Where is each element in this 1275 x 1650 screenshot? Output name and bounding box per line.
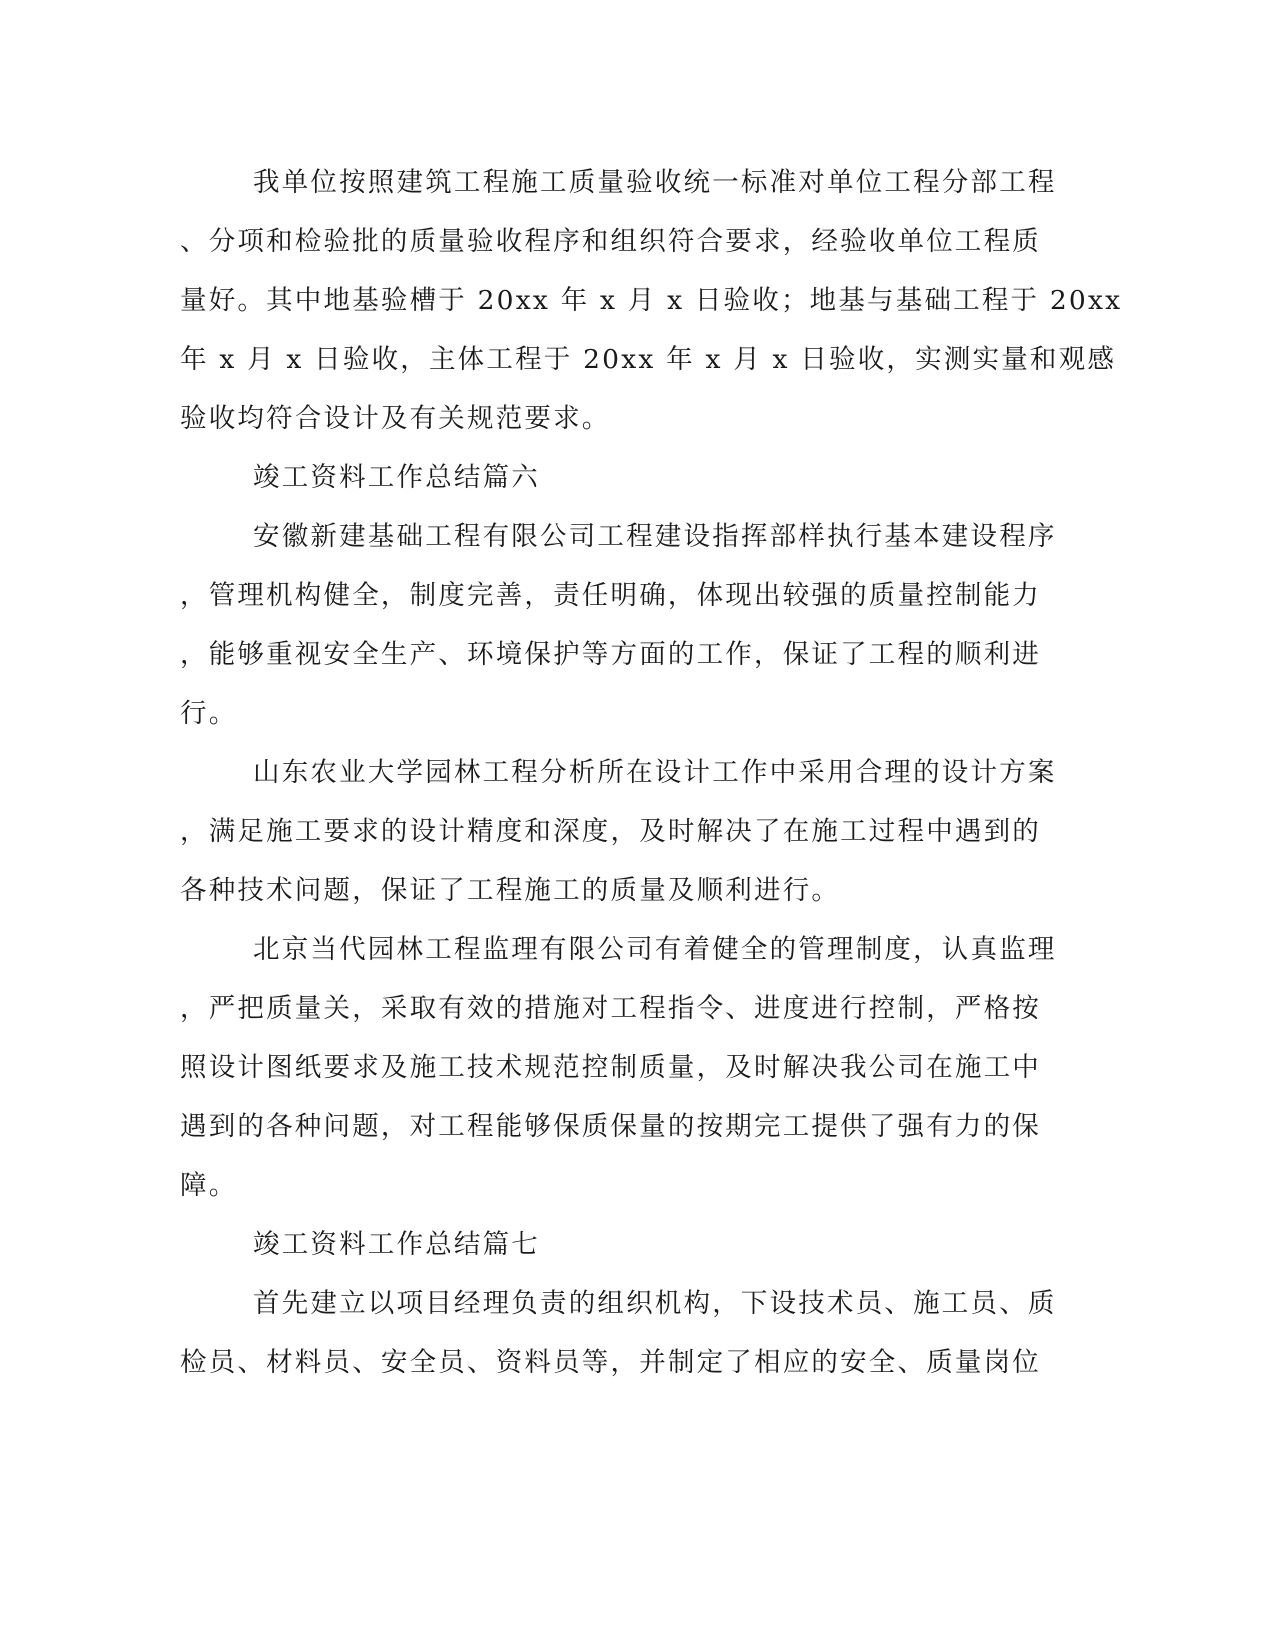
- paragraph-line: 验收均符合设计及有关规范要求。: [180, 403, 611, 434]
- paragraph-line: ，能够重视安全生产、环境保护等方面的工作，保证了工程的顺利进: [180, 639, 1041, 670]
- paragraph-line: 我单位按照建筑工程施工质量验收统一标准对单位工程分部工程: [253, 167, 1057, 198]
- paragraph-line: 照设计图纸要求及施工技术规范控制质量，及时解决我公司在施工中: [180, 1052, 1041, 1083]
- paragraph-line: ，严把质量关，采取有效的措施对工程指令、进度进行控制，严格按: [180, 993, 1041, 1024]
- paragraph-line: 检员、材料员、安全员、资料员等，并制定了相应的安全、质量岗位: [180, 1347, 1041, 1378]
- paragraph-line: ，满足施工要求的设计精度和深度，及时解决了在施工过程中遇到的: [180, 816, 1041, 847]
- paragraph-line: 安徽新建基础工程有限公司工程建设指挥部样执行基本建设程序: [253, 521, 1057, 552]
- paragraph-line: 行。: [180, 698, 238, 729]
- paragraph-line: 各种技术问题，保证了工程施工的质量及顺利进行。: [180, 875, 841, 906]
- section-heading: 竣工资料工作总结篇七: [253, 1229, 540, 1260]
- paragraph-line: 山东农业大学园林工程分析所在设计工作中采用合理的设计方案: [253, 757, 1057, 788]
- paragraph-line: 遇到的各种问题，对工程能够保质保量的按期完工提供了强有力的保: [180, 1111, 1041, 1142]
- paragraph-line: ，管理机构健全，制度完善，责任明确，体现出较强的质量控制能力: [180, 580, 1041, 611]
- document-body: [180, 153, 1123, 1392]
- paragraph-line: 、分项和检验批的质量验收程序和组织符合要求，经验收单位工程质: [180, 226, 1041, 257]
- paragraph-line: 量好。其中地基验槽于 20xx 年 x 月 x 日验收；地基与基础工程于 20xx: [180, 285, 1123, 316]
- paragraph-line: 首先建立以项目经理负责的组织机构，下设技术员、施工员、质: [253, 1288, 1057, 1319]
- paragraph-line: 北京当代园林工程监理有限公司有着健全的管理制度，认真监理: [253, 934, 1057, 965]
- paragraph-line: 年 x 月 x 日验收，主体工程于 20xx 年 x 月 x 日验收，实测实量和观感: [180, 344, 1117, 375]
- section-heading: 竣工资料工作总结篇六: [253, 462, 540, 493]
- paragraph-line: 障。: [180, 1170, 238, 1201]
